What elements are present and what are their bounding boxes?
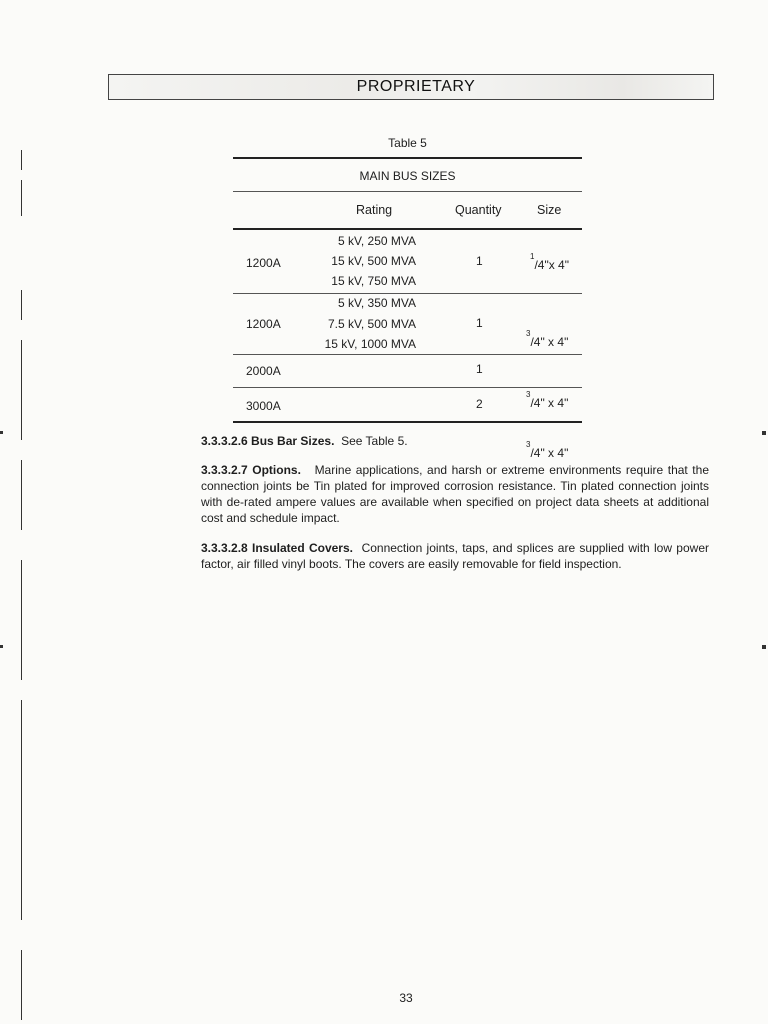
- row-2-size: [526, 329, 768, 349]
- section-insulated-covers: [201, 540, 709, 572]
- row-3-size: [526, 390, 768, 410]
- table-top-rule: [233, 157, 582, 159]
- header-rating: Rating: [356, 203, 393, 217]
- margin-mark: [0, 431, 3, 434]
- row-3-quantity: 1: [476, 362, 483, 376]
- margin-mark: [21, 950, 22, 1020]
- table-header-rule: [233, 228, 582, 230]
- row-1-rating-1: 5 kV, 250 MVA: [337, 234, 416, 248]
- row-2-quantity: 1: [476, 316, 483, 330]
- row-2-size-numerator: 3: [526, 329, 531, 338]
- table-caption: Table 5: [388, 136, 427, 150]
- header-size: Size: [537, 203, 562, 217]
- table-bottom-rule: [233, 421, 582, 423]
- table-title: MAIN BUS SIZES: [359, 169, 456, 183]
- row-2-rating-2: 7.5 kV, 500 MVA: [327, 317, 416, 331]
- row-1-size: [530, 252, 768, 272]
- row-2-size-rest: /4" x 4": [530, 335, 569, 349]
- row-1-size-rest: /4"x 4": [534, 258, 569, 272]
- section-insulated-covers-body: Connection joints, taps, and splices are supplied with low power factor, air filled vinyl boots. The covers are easily removable for field inspection.: [201, 541, 709, 571]
- margin-mark: [21, 180, 22, 216]
- row-4-quantity: 2: [476, 397, 483, 411]
- row-1-quantity: 1: [476, 254, 483, 268]
- margin-mark: [0, 645, 3, 648]
- row-1-rating-3: 15 kV, 750 MVA: [331, 274, 416, 288]
- section-options-heading: 3.3.3.2.7 Options.: [201, 463, 301, 477]
- row-4-size-numerator: 3: [526, 440, 531, 449]
- proprietary-banner: [108, 74, 714, 100]
- margin-mark: [21, 460, 22, 530]
- row-2-rule: [233, 354, 582, 355]
- row-4-size-rest: /4" x 4": [530, 446, 569, 460]
- margin-mark: [21, 150, 22, 170]
- row-3-rule: [233, 387, 582, 388]
- row-1-rating-2: 15 kV, 500 MVA: [331, 254, 416, 268]
- row-2-amps: 1200A: [246, 317, 281, 331]
- margin-mark: [21, 560, 22, 680]
- row-1-amps: 1200A: [246, 256, 281, 270]
- margin-mark: [21, 700, 22, 920]
- section-bus-bar-sizes: [201, 433, 709, 449]
- row-4-amps: 3000A: [246, 399, 281, 413]
- row-1-rule: [233, 293, 582, 294]
- margin-mark: [21, 340, 22, 440]
- table-title-rule: [233, 191, 582, 192]
- row-3-amps: 2000A: [246, 364, 281, 378]
- header-quantity: Quantity: [455, 203, 502, 217]
- margin-mark: [762, 431, 766, 435]
- margin-mark: [762, 645, 766, 649]
- row-1-size-numerator: 1: [530, 252, 535, 261]
- row-3-size-rest: /4" x 4": [530, 396, 569, 410]
- banner-text: PROPRIETARY: [356, 78, 476, 95]
- row-2-rating-3: 15 kV, 1000 MVA: [324, 337, 416, 351]
- margin-mark: [21, 290, 22, 320]
- row-2-rating-1: 5 kV, 350 MVA: [337, 296, 416, 310]
- section-bus-bar-sizes-body: See Table 5.: [341, 434, 408, 448]
- section-options: [201, 462, 709, 526]
- section-insulated-covers-heading: 3.3.3.2.8 Insulated Covers.: [201, 541, 353, 555]
- section-options-body: Marine applications, and harsh or extreme environments require that the connection joints be Tin plated for improved corrosion resistance. Tin plated connection joints with de-rated ampere values are available when specified on project data sheets at additional cost and schedule impact.: [201, 463, 709, 525]
- row-3-size-numerator: 3: [526, 390, 531, 399]
- section-bus-bar-sizes-heading: 3.3.3.2.6 Bus Bar Sizes.: [201, 434, 335, 448]
- page-number: 33: [399, 991, 413, 1005]
